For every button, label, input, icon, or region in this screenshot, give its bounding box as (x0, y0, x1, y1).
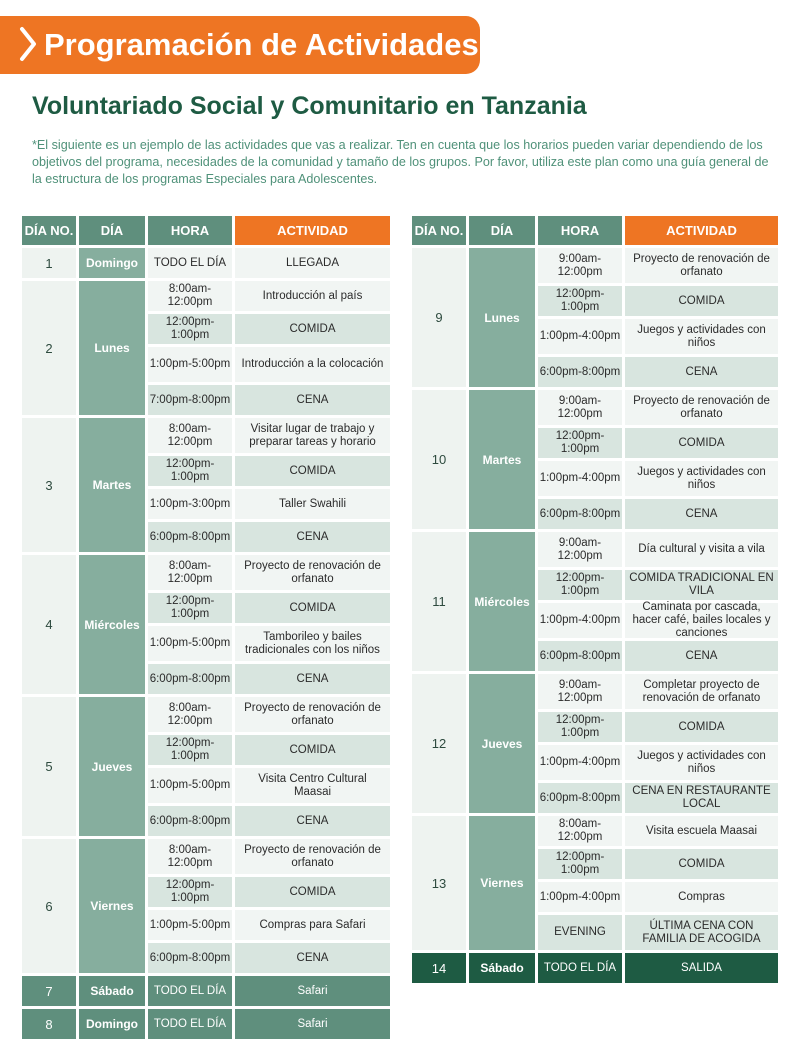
day-block (412, 248, 778, 387)
activity-cell: Proyecto de renovación de orfanato (235, 555, 390, 590)
time-cell: 12:00pm-1:00pm (538, 712, 622, 742)
table-row (148, 347, 390, 382)
time-slots (148, 1009, 390, 1039)
day-name: Miércoles (79, 555, 145, 694)
time-cell: 9:00am-12:00pm (538, 390, 622, 425)
table-row (538, 816, 778, 846)
time-cell: 12:00pm-1:00pm (148, 877, 232, 907)
activity-cell: Visita escuela Maasai (625, 816, 778, 846)
day-name: Martes (79, 418, 145, 552)
table-row (148, 976, 390, 1006)
chevron-right-icon (18, 26, 38, 62)
table-row (148, 943, 390, 973)
column-header-activity: ACTIVIDAD (235, 216, 390, 245)
day-name: Miércoles (469, 532, 535, 671)
activity-cell: CENA (235, 522, 390, 552)
table-row (538, 641, 778, 671)
day-block (22, 555, 390, 694)
day-block (412, 953, 778, 983)
activity-cell: Proyecto de renovación de orfanato (625, 248, 778, 283)
activity-cell: Proyecto de renovación de orfanato (625, 390, 778, 425)
time-cell: 12:00pm-1:00pm (148, 593, 232, 623)
activity-cell: Compras (625, 882, 778, 912)
table-row (538, 570, 778, 600)
time-cell: TODO EL DÍA (538, 953, 622, 983)
time-cell: 8:00am-12:00pm (148, 555, 232, 590)
time-cell: 6:00pm-8:00pm (538, 499, 622, 529)
time-slots (148, 418, 390, 552)
table-row (538, 286, 778, 316)
time-cell: 1:00pm-4:00pm (538, 882, 622, 912)
day-block (22, 281, 390, 415)
time-cell: 6:00pm-8:00pm (148, 522, 232, 552)
time-cell: 6:00pm-8:00pm (538, 357, 622, 387)
activity-cell: Caminata por cascada, hacer café, bailes locales y canciones (625, 603, 778, 638)
day-name: Sábado (469, 953, 535, 983)
schedule-table-right (412, 216, 778, 986)
table-row (148, 489, 390, 519)
column-header-day-no: DÍA NO. (412, 216, 466, 245)
activity-cell: Visitar lugar de trabajo y preparar tareas y horario (235, 418, 390, 453)
day-block (412, 532, 778, 671)
table-body (412, 248, 778, 983)
activity-cell: Juegos y actividades con niños (625, 461, 778, 496)
table-row (538, 882, 778, 912)
table-row (538, 499, 778, 529)
time-cell: 9:00am-12:00pm (538, 532, 622, 567)
time-slots (148, 248, 390, 278)
day-number: 7 (22, 976, 76, 1006)
time-slots (538, 816, 778, 950)
activity-cell: COMIDA (625, 849, 778, 879)
table-header (412, 216, 778, 245)
time-slots (148, 976, 390, 1006)
day-number: 6 (22, 839, 76, 973)
activity-cell: COMIDA (235, 877, 390, 907)
page-title-banner (0, 16, 480, 74)
day-block (22, 697, 390, 836)
time-cell: 6:00pm-8:00pm (538, 641, 622, 671)
day-name: Martes (469, 390, 535, 529)
table-row (538, 603, 778, 638)
activity-cell: COMIDA TRADICIONAL EN VILA (625, 570, 778, 600)
page-subtitle: Voluntariado Social y Comunitario en Tanzania (32, 92, 587, 120)
day-number: 5 (22, 697, 76, 836)
table-row (148, 626, 390, 661)
table-row (538, 319, 778, 354)
table-row (148, 735, 390, 765)
time-slots (538, 390, 778, 529)
activity-cell: COMIDA (625, 286, 778, 316)
table-row (148, 248, 390, 278)
activity-cell: CENA (235, 943, 390, 973)
day-block (22, 976, 390, 1006)
activity-cell: COMIDA (235, 735, 390, 765)
table-row (148, 768, 390, 803)
time-cell: 7:00pm-8:00pm (148, 385, 232, 415)
table-header (22, 216, 390, 245)
activity-cell: COMIDA (235, 456, 390, 486)
day-number: 11 (412, 532, 466, 671)
table-row (148, 697, 390, 732)
day-block (22, 1009, 390, 1039)
day-name: Jueves (469, 674, 535, 813)
day-block (412, 816, 778, 950)
time-cell: 1:00pm-4:00pm (538, 603, 622, 638)
table-row (148, 385, 390, 415)
time-cell: 1:00pm-5:00pm (148, 626, 232, 661)
activity-cell: Juegos y actividades con niños (625, 745, 778, 780)
day-name: Domingo (79, 1009, 145, 1039)
time-slots (538, 953, 778, 983)
time-cell: 1:00pm-3:00pm (148, 489, 232, 519)
activity-cell: Introducción a la colocación (235, 347, 390, 382)
time-cell: 9:00am-12:00pm (538, 674, 622, 709)
day-block (22, 839, 390, 973)
day-name: Viernes (469, 816, 535, 950)
activity-cell: Safari (235, 1009, 390, 1039)
table-row (148, 418, 390, 453)
table-row (148, 877, 390, 907)
table-row (538, 357, 778, 387)
activity-cell: Completar proyecto de renovación de orfanato (625, 674, 778, 709)
time-cell: 1:00pm-5:00pm (148, 910, 232, 940)
activity-cell: SALIDA (625, 953, 778, 983)
time-cell: 12:00pm-1:00pm (148, 314, 232, 344)
table-row (538, 390, 778, 425)
table-row (148, 839, 390, 874)
activity-cell: Día cultural y visita a vila (625, 532, 778, 567)
day-name: Jueves (79, 697, 145, 836)
activity-cell: COMIDA (235, 314, 390, 344)
column-header-day-no: DÍA NO. (22, 216, 76, 245)
table-row (148, 281, 390, 311)
table-row (148, 593, 390, 623)
day-name: Domingo (79, 248, 145, 278)
time-cell: 12:00pm-1:00pm (538, 570, 622, 600)
time-cell: 1:00pm-4:00pm (538, 461, 622, 496)
time-cell: 1:00pm-4:00pm (538, 745, 622, 780)
time-slots (538, 674, 778, 813)
day-block (22, 418, 390, 552)
time-cell: 9:00am-12:00pm (538, 248, 622, 283)
time-cell: 8:00am-12:00pm (148, 418, 232, 453)
time-cell: 6:00pm-8:00pm (148, 806, 232, 836)
day-block (412, 390, 778, 529)
day-number: 1 (22, 248, 76, 278)
time-slots (538, 248, 778, 387)
table-row (148, 522, 390, 552)
table-row (538, 915, 778, 950)
time-slots (538, 532, 778, 671)
activity-cell: CENA EN RESTAURANTE LOCAL (625, 783, 778, 813)
table-body (22, 248, 390, 1039)
time-slots (148, 697, 390, 836)
table-row (148, 314, 390, 344)
column-header-day: DÍA (469, 216, 535, 245)
activity-cell: Visita Centro Cultural Maasai (235, 768, 390, 803)
time-slots (148, 839, 390, 973)
time-cell: 12:00pm-1:00pm (148, 735, 232, 765)
table-row (538, 461, 778, 496)
time-cell: 6:00pm-8:00pm (148, 664, 232, 694)
time-cell: 12:00pm-1:00pm (538, 849, 622, 879)
table-row (148, 456, 390, 486)
table-row (538, 674, 778, 709)
time-slots (148, 281, 390, 415)
schedule-table-left (22, 216, 390, 1042)
table-row (148, 664, 390, 694)
day-name: Lunes (469, 248, 535, 387)
activity-cell: COMIDA (625, 428, 778, 458)
table-row (148, 555, 390, 590)
column-header-time: HORA (538, 216, 622, 245)
day-block (412, 674, 778, 813)
day-name: Lunes (79, 281, 145, 415)
activity-cell: COMIDA (235, 593, 390, 623)
time-cell: 6:00pm-8:00pm (148, 943, 232, 973)
activity-cell: Proyecto de renovación de orfanato (235, 697, 390, 732)
activity-cell: Introducción al país (235, 281, 390, 311)
activity-cell: CENA (235, 664, 390, 694)
time-cell: TODO EL DÍA (148, 248, 232, 278)
activity-cell: LLEGADA (235, 248, 390, 278)
time-cell: 8:00am-12:00pm (148, 697, 232, 732)
day-number: 2 (22, 281, 76, 415)
activity-cell: Safari (235, 976, 390, 1006)
table-row (538, 712, 778, 742)
activity-cell: Tamborileo y bailes tradicionales con los niños (235, 626, 390, 661)
time-cell: 12:00pm-1:00pm (538, 286, 622, 316)
time-cell: 8:00am-12:00pm (148, 281, 232, 311)
activity-cell: Compras para Safari (235, 910, 390, 940)
table-row (538, 428, 778, 458)
activity-cell: CENA (235, 806, 390, 836)
activity-cell: ÚLTIMA CENA CON FAMILIA DE ACOGIDA (625, 915, 778, 950)
time-cell: 1:00pm-4:00pm (538, 319, 622, 354)
day-block (22, 248, 390, 278)
table-row (538, 953, 778, 983)
column-header-day: DÍA (79, 216, 145, 245)
activity-cell: Proyecto de renovación de orfanato (235, 839, 390, 874)
time-cell: 1:00pm-5:00pm (148, 768, 232, 803)
activity-cell: CENA (625, 499, 778, 529)
table-row (538, 745, 778, 780)
activity-cell: Juegos y actividades con niños (625, 319, 778, 354)
intro-note: *El siguiente es un ejemplo de las actividades que vas a realizar. Ten en cuenta que los horarios pueden variar dependiendo de los objetivos del programa, necesidades de la comunidad y tamaño de los grupos. Por favor, utiliza este plan como una guía general de la estructura de los programas Especiales para Adolescentes. (32, 138, 769, 186)
table-row (538, 532, 778, 567)
table-row (538, 248, 778, 283)
time-cell: 8:00am-12:00pm (148, 839, 232, 874)
table-row (538, 783, 778, 813)
time-cell: TODO EL DÍA (148, 1009, 232, 1039)
activity-cell: COMIDA (625, 712, 778, 742)
day-number: 12 (412, 674, 466, 813)
day-number: 10 (412, 390, 466, 529)
day-number: 13 (412, 816, 466, 950)
page-title: Programación de Actividades (44, 27, 479, 62)
day-number: 3 (22, 418, 76, 552)
time-cell: 12:00pm-1:00pm (148, 456, 232, 486)
activity-cell: Taller Swahili (235, 489, 390, 519)
time-slots (148, 555, 390, 694)
time-cell: 8:00am-12:00pm (538, 816, 622, 846)
table-row (148, 910, 390, 940)
activity-cell: CENA (625, 641, 778, 671)
table-row (148, 1009, 390, 1039)
time-cell: 12:00pm-1:00pm (538, 428, 622, 458)
day-number: 14 (412, 953, 466, 983)
time-cell: 6:00pm-8:00pm (538, 783, 622, 813)
column-header-time: HORA (148, 216, 232, 245)
time-cell: 1:00pm-5:00pm (148, 347, 232, 382)
table-row (148, 806, 390, 836)
day-name: Sábado (79, 976, 145, 1006)
day-number: 9 (412, 248, 466, 387)
day-name: Viernes (79, 839, 145, 973)
activity-cell: CENA (235, 385, 390, 415)
activity-cell: CENA (625, 357, 778, 387)
time-cell: TODO EL DÍA (148, 976, 232, 1006)
day-number: 8 (22, 1009, 76, 1039)
time-cell: EVENING (538, 915, 622, 950)
column-header-activity: ACTIVIDAD (625, 216, 778, 245)
table-row (538, 849, 778, 879)
day-number: 4 (22, 555, 76, 694)
